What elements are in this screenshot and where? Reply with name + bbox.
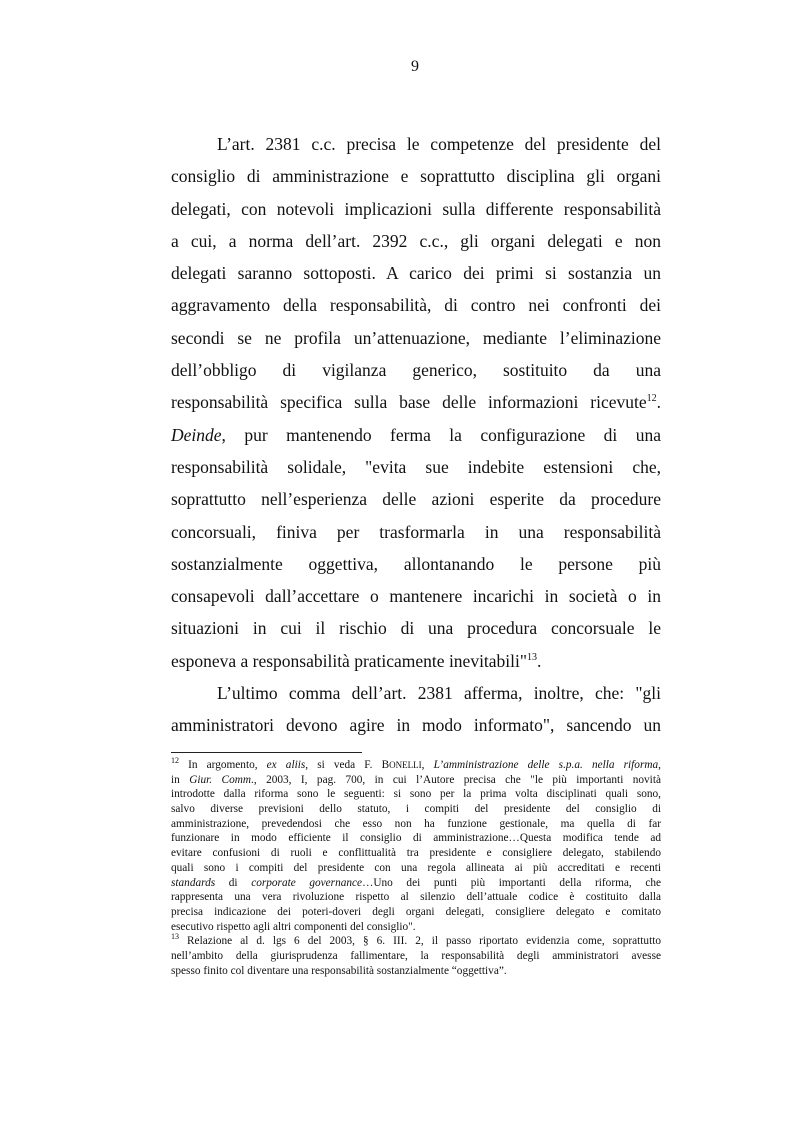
fn-italic: standards: [171, 876, 216, 889]
fn-text: di: [215, 876, 252, 889]
page-number: 9: [411, 58, 419, 75]
text-line: a cui, a norma dell’art. 2392 c.c., gli organi delegati e non: [171, 230, 661, 251]
footnote-number: 13: [171, 932, 179, 942]
footnote-13-line: nell’ambito della giurisprudenza fallimentare, la responsabilità degli amministratori avesse: [171, 949, 661, 962]
footnote-12-line: esecutivo rispetto agli altri componenti del consiglio".: [171, 920, 416, 933]
footnote-12-line: funzionare in modo efficiente il consiglio di amministrazione…Questa modifica tende ad: [171, 832, 661, 845]
line-text: .: [656, 392, 661, 413]
text-line: [171, 419, 661, 451]
footnote-separator: [171, 752, 362, 753]
text-line: situazioni in cui il rischio di una procedura concorsuale le: [171, 618, 661, 639]
text-line: L’ultimo comma dell’art. 2381 afferma, inoltre, che: "gli: [217, 683, 661, 704]
text-line: consapevoli dall’accettare o mantenere incarichi in società o in: [171, 586, 661, 607]
footnotes: [171, 758, 661, 978]
main-text: [171, 128, 661, 742]
fn-italic: L’amministrazione delle s.p.a. nella riforma: [433, 759, 659, 771]
footnote-12-line: precisa indicazione dei poteri-doveri degli organi delegati, consigliere delegato e comitato: [171, 905, 661, 918]
footnote-ref-12[interactable]: 12: [646, 393, 657, 405]
footnote-12-line: [171, 876, 661, 891]
text-line: consiglio di amministrazione e soprattutto disciplina gli organi: [171, 166, 661, 187]
fn-italic: ex aliis: [266, 759, 306, 771]
footnote-12-line: salvo diverse previsioni dello statuto, i compiti del presidente del consiglio di: [171, 803, 661, 816]
text-line: [171, 645, 661, 677]
line-text: esponeva a responsabilità praticamente inevitabili": [171, 650, 528, 671]
fn-text: ,: [421, 759, 434, 771]
text-line: secondi se ne profila un’attenuazione, mediante l’eliminazione: [171, 327, 661, 348]
fn-text: Relazione al d. lgs 6 del 2003, § 6. III. 2, il passo riportato evidenzia come, soprattutto: [179, 935, 661, 948]
fn-italic: Giur. Comm: [189, 773, 252, 786]
footnote-ref-13[interactable]: 13: [527, 651, 538, 663]
footnote-13-line: [171, 934, 661, 949]
latin-term: Deinde: [171, 424, 222, 445]
fn-text: , si veda F. B: [305, 759, 390, 771]
footnote-12-line: rappresenta una vera rivoluzione rispetto al silenzio dell’attuale codice è costituito dalla: [171, 891, 661, 904]
footnote-12-line: [171, 758, 661, 773]
text-line: amministratori devono agire in modo informato", sancendo un: [171, 715, 661, 736]
footnote-13-line: spesso finito col diventare una responsabilità sostanzialmente “oggettiva”.: [171, 964, 507, 977]
fn-text: ., 2003, I, pag. 700, in cui l’Autore precisa che "le più importanti novità: [251, 773, 661, 786]
text-line: delegati, con notevoli implicazioni sulla differente responsabilità: [171, 198, 661, 219]
fn-smallcaps: ONELLI: [389, 760, 422, 770]
footnote-12-line: amministrazione, prevedendosi che esso non ha funzione gestionale, ma quella di far: [171, 817, 661, 830]
text-line: responsabilità solidale, "evita sue indebite estensioni che,: [171, 456, 661, 477]
footnote-number: 12: [171, 756, 179, 766]
footnote-12-line: [171, 773, 661, 788]
footnote-12-line: introdotte dalla riforma sono le seguenti: si sono per la prima volta disciplinati quali sono,: [171, 788, 661, 801]
text-line: L’art. 2381 c.c. precisa le competenze del presidente del: [217, 134, 661, 154]
text-line: aggravamento della responsabilità, di contro nei confronti dei: [171, 295, 661, 316]
fn-text: in: [171, 773, 190, 786]
footnote-12-line: quali sono i compiti del presidente con una regola allineata ai più accreditati e recenti: [171, 861, 661, 874]
fn-italic: corporate governance: [251, 876, 363, 889]
fn-text: ,: [658, 759, 661, 771]
fn-text: …Uno dei punti più importanti della riforma, che: [362, 876, 662, 889]
text-line: dell’obbligo di vigilanza generico, sostituito da una: [171, 360, 661, 381]
text-line: concorsuali, finiva per trasformarla in una responsabilità: [171, 521, 661, 542]
footnote-12-line: evitare confusioni di ruoli e conflittualità tra presidente e consigliere delegato, stabilendo: [171, 847, 661, 860]
fn-text: In argomento,: [179, 759, 267, 771]
line-text: responsabilità specifica sulla base delle informazioni ricevute: [171, 392, 647, 413]
line-text: .: [537, 650, 542, 671]
line-text: , pur mantenendo ferma la configurazione di una: [221, 424, 661, 445]
text-line: soprattutto nell’esperienza delle azioni esperite da procedure: [171, 489, 661, 510]
text-line: [171, 386, 661, 418]
text-line: sostanzialmente oggettiva, allontanando le persone più: [171, 553, 661, 574]
text-line: delegati saranno sottoposti. A carico dei primi si sostanzia un: [171, 263, 661, 284]
